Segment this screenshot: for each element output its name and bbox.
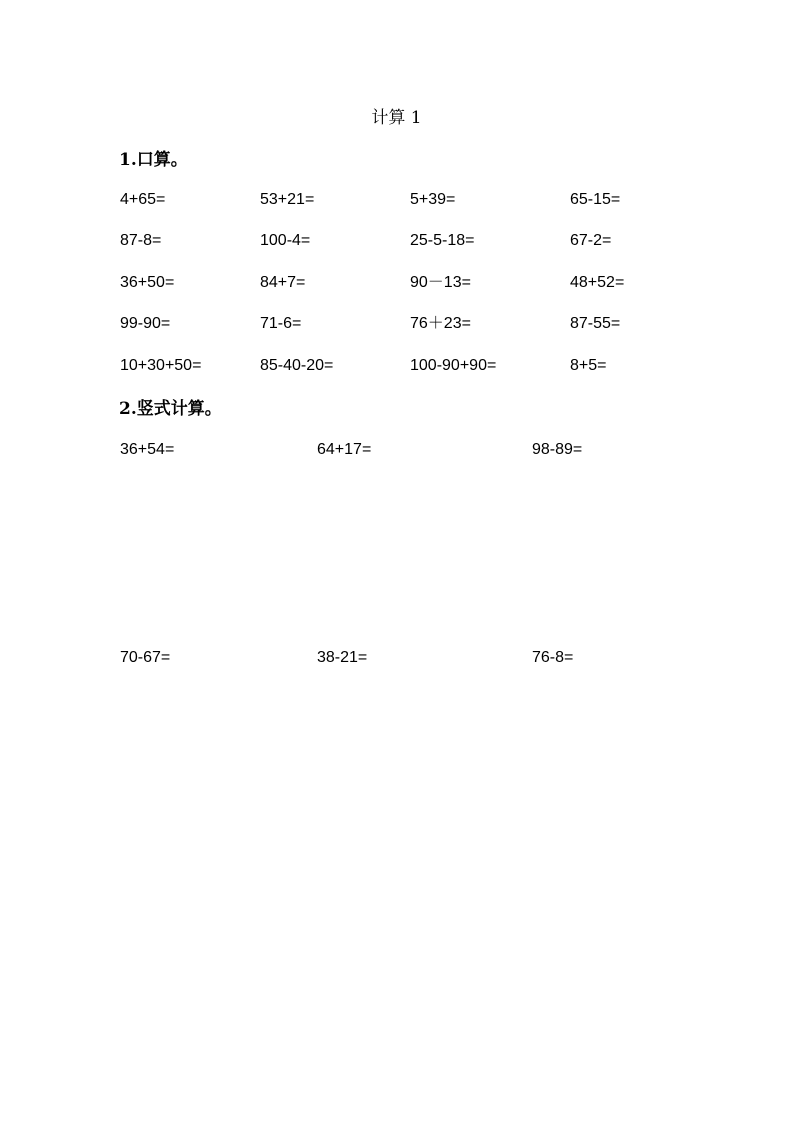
vertical-problem: 38-21=	[317, 649, 368, 666]
oral-problem: 90－13=	[410, 274, 471, 291]
oral-problem: 65-15=	[570, 191, 621, 208]
oral-problem: 53+21=	[260, 191, 315, 208]
oral-problem: 99-90=	[120, 315, 171, 332]
oral-problem: 36+50=	[120, 274, 175, 291]
oral-problem: 71-6=	[260, 315, 302, 332]
oral-problem: 67-2=	[570, 232, 612, 249]
oral-problem: 48+52=	[570, 274, 625, 291]
vertical-problem: 70-67=	[120, 649, 171, 666]
oral-problem: 8+5=	[570, 357, 607, 374]
vertical-problem: 36+54=	[120, 441, 175, 458]
oral-problem: 4+65=	[120, 191, 166, 208]
oral-problem: 76＋23=	[410, 315, 471, 332]
oral-problem: 100-90+90=	[410, 357, 497, 374]
oral-problem: 5+39=	[410, 191, 456, 208]
vertical-problem: 64+17=	[317, 441, 372, 458]
section-heading-vertical-calculation: 2.竖式计算。	[119, 399, 222, 419]
oral-problem: 100-4=	[260, 232, 311, 249]
page-title: 计算 1	[371, 108, 422, 128]
vertical-problem: 98-89=	[532, 441, 583, 458]
oral-problem: 85-40-20=	[260, 357, 334, 374]
oral-problem: 87-8=	[120, 232, 162, 249]
oral-problem: 25-5-18=	[410, 232, 475, 249]
oral-problem: 87-55=	[570, 315, 621, 332]
section-heading-oral-calculation: 1.口算。	[119, 150, 188, 170]
oral-problem: 10+30+50=	[120, 357, 202, 374]
vertical-problem: 76-8=	[532, 649, 574, 666]
oral-problem: 84+7=	[260, 274, 306, 291]
